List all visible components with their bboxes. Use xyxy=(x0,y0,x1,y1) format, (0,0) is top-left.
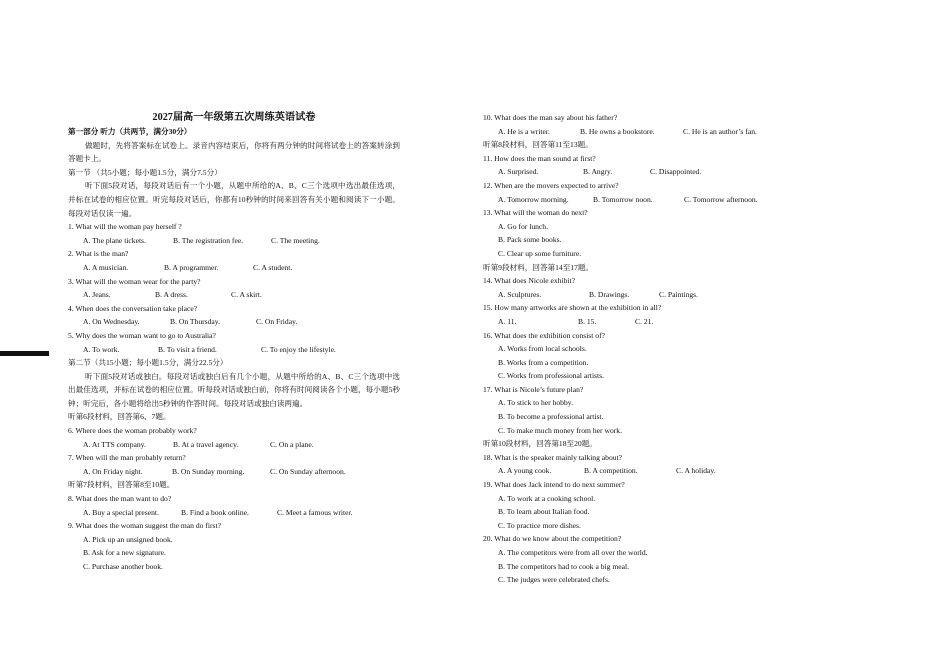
option-c: C. A holiday. xyxy=(676,466,716,476)
option-b: B. The competitors had to cook a big meal. xyxy=(498,561,630,571)
option-c: C. A skirt. xyxy=(231,290,262,300)
question-10 xyxy=(483,111,783,138)
option-c: C. The meeting. xyxy=(271,235,320,245)
page-title: 2027届高一年级第五次周练英语试卷 xyxy=(152,112,316,123)
option-c: C. 21. xyxy=(635,316,654,326)
options-row xyxy=(68,315,400,329)
option-a: A. Surprised. xyxy=(498,167,539,177)
options-row xyxy=(68,234,400,248)
question-2 xyxy=(68,247,400,274)
option-a: A. Pick up an unsigned book. xyxy=(83,534,173,544)
margin-bar xyxy=(0,351,49,356)
right-column xyxy=(483,111,783,587)
section1-header: 第一节 （共5小题；每小题1.5分，满分7.5分） xyxy=(68,167,222,177)
question-14 xyxy=(483,274,783,301)
question-stem: 15. How many artworks are shown at the exhibition in all? xyxy=(483,303,662,313)
option-c: C. On Sunday afternoon. xyxy=(270,466,346,476)
option-b: B. A programmer. xyxy=(164,262,219,272)
question-stem: 9. What does the woman suggest the man do first? xyxy=(68,521,221,531)
option-a: A. On Friday night. xyxy=(83,466,143,476)
question-stem: 3. What will the woman wear for the party? xyxy=(68,276,201,286)
option-c: C. He is an author’s fan. xyxy=(683,126,757,136)
options-row xyxy=(483,315,783,329)
question-15 xyxy=(483,301,783,328)
option-a: A. To work. xyxy=(83,344,120,354)
option-b: B. On Thursday. xyxy=(170,317,220,327)
option-a: A. On Wednesday. xyxy=(83,317,140,327)
option-c: C. On Friday. xyxy=(256,317,298,327)
option-c: C. To make much money from her work. xyxy=(498,425,622,435)
options-row xyxy=(68,288,400,302)
option-c: C. Paintings. xyxy=(659,289,699,299)
option-a: A. The competitors were from all over the world. xyxy=(498,548,648,557)
option-a: A. A young cook. xyxy=(498,466,552,476)
options-row xyxy=(483,125,783,139)
option-c: C. The judges were celebrated chefs. xyxy=(498,575,610,585)
option-b: B. To visit a friend. xyxy=(158,344,217,354)
option-c: C. Clear up some furniture. xyxy=(498,248,582,258)
option-b: B. On Sunday morning. xyxy=(172,466,245,476)
option-b: B. The registration fee. xyxy=(173,235,244,245)
option-b: B. Works from a competition. xyxy=(498,357,589,367)
option-b: B. Drawings. xyxy=(589,289,630,299)
option-b: B. Tomorrow noon. xyxy=(593,194,653,204)
question-9 xyxy=(68,519,400,573)
question-stem: 11. How does the man sound at first? xyxy=(483,153,596,163)
option-b: B. A dress. xyxy=(155,290,188,300)
question-16 xyxy=(483,329,783,383)
section2-header: 第二节（共15小题；每小题1.5分，满分22.5分） xyxy=(68,358,228,368)
option-a: A. At TTS company. xyxy=(83,439,146,449)
question-stem: 13. What will the woman do next? xyxy=(483,208,588,218)
option-a: A. Tomorrow morning. xyxy=(498,194,569,204)
question-1 xyxy=(68,220,400,247)
options-row xyxy=(483,464,783,478)
left-column xyxy=(68,111,400,574)
question-stem: 2. What is the man? xyxy=(68,249,129,259)
option-c: C. Disappointed. xyxy=(650,167,702,177)
option-b: B. He owns a bookstore. xyxy=(580,126,655,136)
option-b: B. A competition. xyxy=(584,466,638,476)
option-c: C. Works from professional artists. xyxy=(498,371,604,381)
option-a: A. A musician. xyxy=(83,262,129,272)
option-c: C. On a plane. xyxy=(270,439,314,449)
section2-instructions: 听下面5段对话或独白。每段对话或独白后有几个小题，从题中所给的A、B、C三个选项中选出最佳选项，并标在试卷的相应位置。听每段对话或独白前，你将有时间阅读各个小题，每小题5秒钟；听完后，各小题将给出5秒钟的作答时间。每段对话或独白读两遍。 xyxy=(68,371,400,408)
option-a: A. Go for lunch. xyxy=(498,221,548,231)
question-stem: 8. What does the man want to do? xyxy=(68,494,172,504)
question-stem: 14. What does Nicole exhibit? xyxy=(483,276,576,286)
option-a: A. Jeans. xyxy=(83,290,111,300)
question-stem: 10. What does the man say about his father? xyxy=(483,113,618,122)
option-b: B. At a travel agency. xyxy=(173,439,239,449)
question-19 xyxy=(483,478,783,532)
material-9-header: 听第9段材料，回答第14至17题。 xyxy=(483,262,594,272)
question-13 xyxy=(483,206,783,260)
options-row xyxy=(483,165,783,179)
option-b: B. 15. xyxy=(578,316,597,326)
question-4 xyxy=(68,302,400,329)
options-row xyxy=(68,261,400,275)
options-row xyxy=(68,465,400,479)
part1-instructions: 做题时，先将答案标在试卷上。录音内容结束后，你将有两分钟的时间将试卷上的答案转涂到答题卡上。 xyxy=(68,140,400,164)
question-stem: 17. What is Nicole’s future plan? xyxy=(483,384,584,394)
option-a: A. To work at a cooking school. xyxy=(498,493,596,503)
option-a: A. Sculptures. xyxy=(498,289,542,299)
option-a: A. The plane tickets. xyxy=(83,235,146,245)
option-a: A. Works from local schools. xyxy=(498,344,587,354)
question-stem: 16. What does the exhibition consist of? xyxy=(483,330,605,340)
question-stem: 5. Why does the woman want to go to Australia? xyxy=(68,330,216,340)
option-b: B. Angry. xyxy=(583,167,613,177)
options-row xyxy=(68,343,400,357)
option-c: C. Purchase another book. xyxy=(83,562,163,571)
options-row xyxy=(68,438,400,452)
material-10-header: 听第10段材料，回答第18至20题。 xyxy=(483,439,597,449)
material-7-header: 听第7段材料，回答第8至10题。 xyxy=(68,480,175,490)
question-stem: 1. What will the woman pay herself ? xyxy=(68,222,182,232)
option-c: C. A student. xyxy=(253,262,293,272)
question-stem: 18. What is the speaker mainly talking about? xyxy=(483,452,623,462)
option-a: A. He is a writer. xyxy=(498,126,550,136)
option-b: B. To become a professional artist. xyxy=(498,412,604,422)
material-6-header: 听第6段材料，回答第6、7题。 xyxy=(68,412,171,422)
question-17 xyxy=(483,383,783,437)
option-a: A. To stick to her hobby. xyxy=(498,398,573,408)
question-stem: 20. What do we know about the competition? xyxy=(483,534,622,544)
option-b: B. Ask for a new signature. xyxy=(83,548,166,558)
option-b: B. Pack some books. xyxy=(498,235,562,245)
question-stem: 4. When does the conversation take place? xyxy=(68,303,198,313)
question-18 xyxy=(483,451,783,478)
question-3 xyxy=(68,275,400,302)
question-7 xyxy=(68,451,400,478)
section1-instructions: 听下面5段对话，每段对话后有一个小题，从题中所给的A、B、C三个选项中选出最佳选项，并标在试卷的相应位置。听完每段对话后，你都有10秒钟的时间来回答有关小题和阅读下一小题。每段对话仅读一遍。 xyxy=(68,181,400,218)
question-stem: 19. What does Jack intend to do next summer? xyxy=(483,480,625,490)
option-b: B. Find a book online. xyxy=(181,507,249,517)
material-8-header: 听第8段材料，回答第11至13题。 xyxy=(483,140,593,150)
option-b: B. To learn about Italian food. xyxy=(498,507,590,517)
question-8 xyxy=(68,492,400,519)
option-c: C. Tomorrow afternoon. xyxy=(684,194,758,204)
option-c: C. To enjoy the lifestyle. xyxy=(261,344,336,354)
question-stem: 7. When will the man probably return? xyxy=(68,453,186,463)
options-row xyxy=(68,506,400,520)
part1-header: 第一部分 听力（共两节，满分30分） xyxy=(68,127,192,136)
option-a: A. Buy a special present. xyxy=(83,507,159,517)
question-5 xyxy=(68,329,400,356)
question-12 xyxy=(483,179,783,206)
question-20 xyxy=(483,532,783,586)
option-c: C. Meet a famous writer. xyxy=(277,507,353,517)
option-c: C. To practice more dishes. xyxy=(498,520,581,530)
option-a: A. 11. xyxy=(498,316,517,326)
question-stem: 12. When are the movers expected to arrive? xyxy=(483,180,619,190)
options-row xyxy=(483,288,783,302)
question-6 xyxy=(68,424,400,451)
question-11 xyxy=(483,152,783,179)
options-row xyxy=(483,193,783,207)
question-stem: 6. Where does the woman probably work? xyxy=(68,426,197,436)
